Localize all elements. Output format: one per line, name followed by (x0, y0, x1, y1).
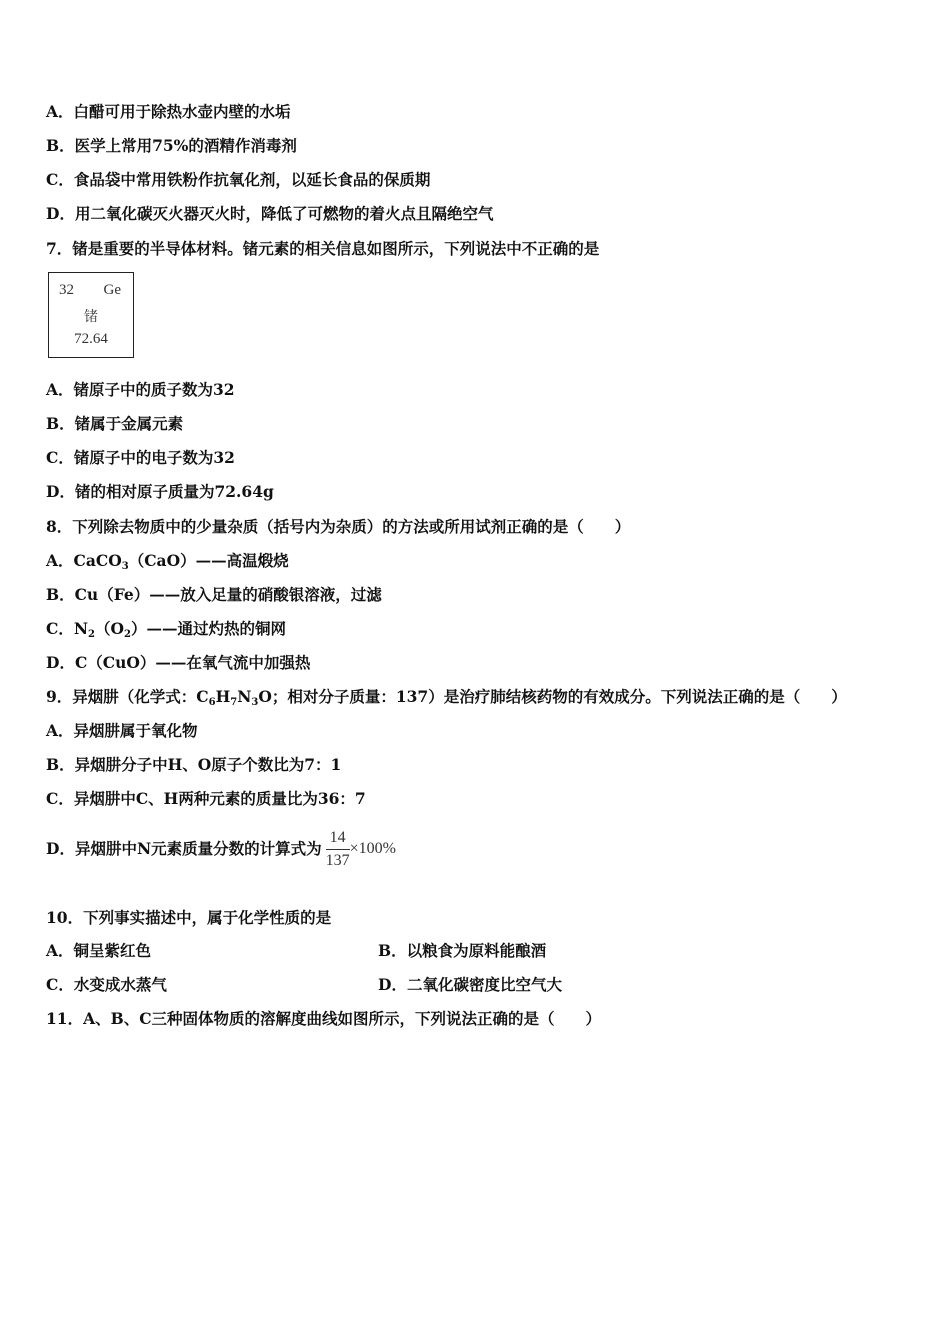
q6-option-d: D．用二氧化碳灭火器灭火时，降低了可燃物的着火点且隔绝空气 (46, 204, 494, 223)
q8-a-sub: 3 (121, 561, 129, 572)
q9-stem-post: O；相对分子质量：137）是治疗肺结核药物的有效成分。下列说法正确的是（ ） (258, 687, 847, 706)
q9-n: N (237, 687, 252, 706)
q9-stem-pre: 9．异烟肼（化学式：C (46, 687, 209, 706)
q8-option-a (46, 551, 289, 577)
q8-c-pre: C．N (46, 619, 89, 638)
q10-option-a: A．铜呈紫红色 (46, 941, 152, 960)
atomic-number: 32 (59, 282, 74, 298)
q9-option-c: C．异烟肼中C、H两种元素的质量比为36：7 (46, 789, 366, 808)
fraction-numerator: 14 (326, 829, 350, 850)
q10-stem: 10．下列事实描述中，属于化学性质的是 (46, 908, 332, 927)
fraction-denominator: 137 (325, 851, 350, 869)
q8-c-post: ）——通过灼热的铜网 (130, 619, 286, 638)
q9-sub-c: 6 (208, 697, 216, 708)
q9-option-d (46, 826, 396, 871)
q6-option-a: A．白醋可用于除热水壶内壁的水垢 (46, 102, 291, 121)
fraction (326, 829, 350, 870)
element-symbol: Ge (103, 282, 121, 298)
q9-sub-h: 7 (230, 697, 238, 708)
q6-option-b: B．医学上常用75%的酒精作消毒剂 (46, 136, 297, 155)
q7-option-d: D．锗的相对原子质量为72.64g (46, 482, 274, 501)
q8-c-mid: （O (94, 619, 124, 638)
q9-sub-n: 3 (251, 697, 259, 708)
q10-option-b: B．以粮食为原料能酿酒 (378, 941, 547, 960)
element-name: 锗 (84, 309, 98, 325)
q9-stem (46, 687, 847, 713)
q6-option-c: C．食品袋中常用铁粉作抗氧化剂，以延长食品的保质期 (46, 170, 431, 189)
q9-h: H (215, 687, 231, 706)
percent-factor: ×100% (349, 840, 396, 857)
q8-option-d: D．C（CuO）——在氧气流中加强热 (46, 653, 311, 672)
q7-stem: 7．锗是重要的半导体材料。锗元素的相关信息如图所示，下列说法中不正确的是 (46, 239, 600, 258)
q8-option-c (46, 619, 286, 645)
q8-c-sub1: 2 (88, 629, 95, 640)
q7-option-a: A．锗原子中的质子数为32 (46, 380, 235, 399)
q9-option-b: B．异烟肼分子中H、O原子个数比为7：1 (46, 755, 342, 774)
q10-option-d: D．二氧化碳密度比空气大 (378, 975, 562, 994)
q9-option-a: A．异烟肼属于氧化物 (46, 721, 198, 740)
q7-option-b: B．锗属于金属元素 (46, 414, 184, 433)
q8-a-post: （CaO）——高温煅烧 (128, 551, 289, 570)
q8-stem: 8．下列除去物质中的少量杂质（括号内为杂质）的方法或所用试剂正确的是（ ） (46, 517, 631, 536)
element-card-germanium (48, 272, 134, 358)
q10-option-c: C．水变成水蒸气 (46, 975, 167, 994)
q7-option-c: C．锗原子中的电子数为32 (46, 448, 235, 467)
q8-c-sub2: 2 (124, 629, 131, 640)
atomic-mass: 72.64 (74, 331, 108, 347)
q9-d-text: D．异烟肼中N元素质量分数的计算式为 (46, 839, 322, 858)
q8-option-b: B．Cu（Fe）——放入足量的硝酸银溶液，过滤 (46, 585, 382, 604)
q11-stem: 11．A、B、C三种固体物质的溶解度曲线如图所示，下列说法正确的是（ ） (46, 1009, 602, 1028)
q8-a-pre: A．CaCO (46, 551, 122, 570)
